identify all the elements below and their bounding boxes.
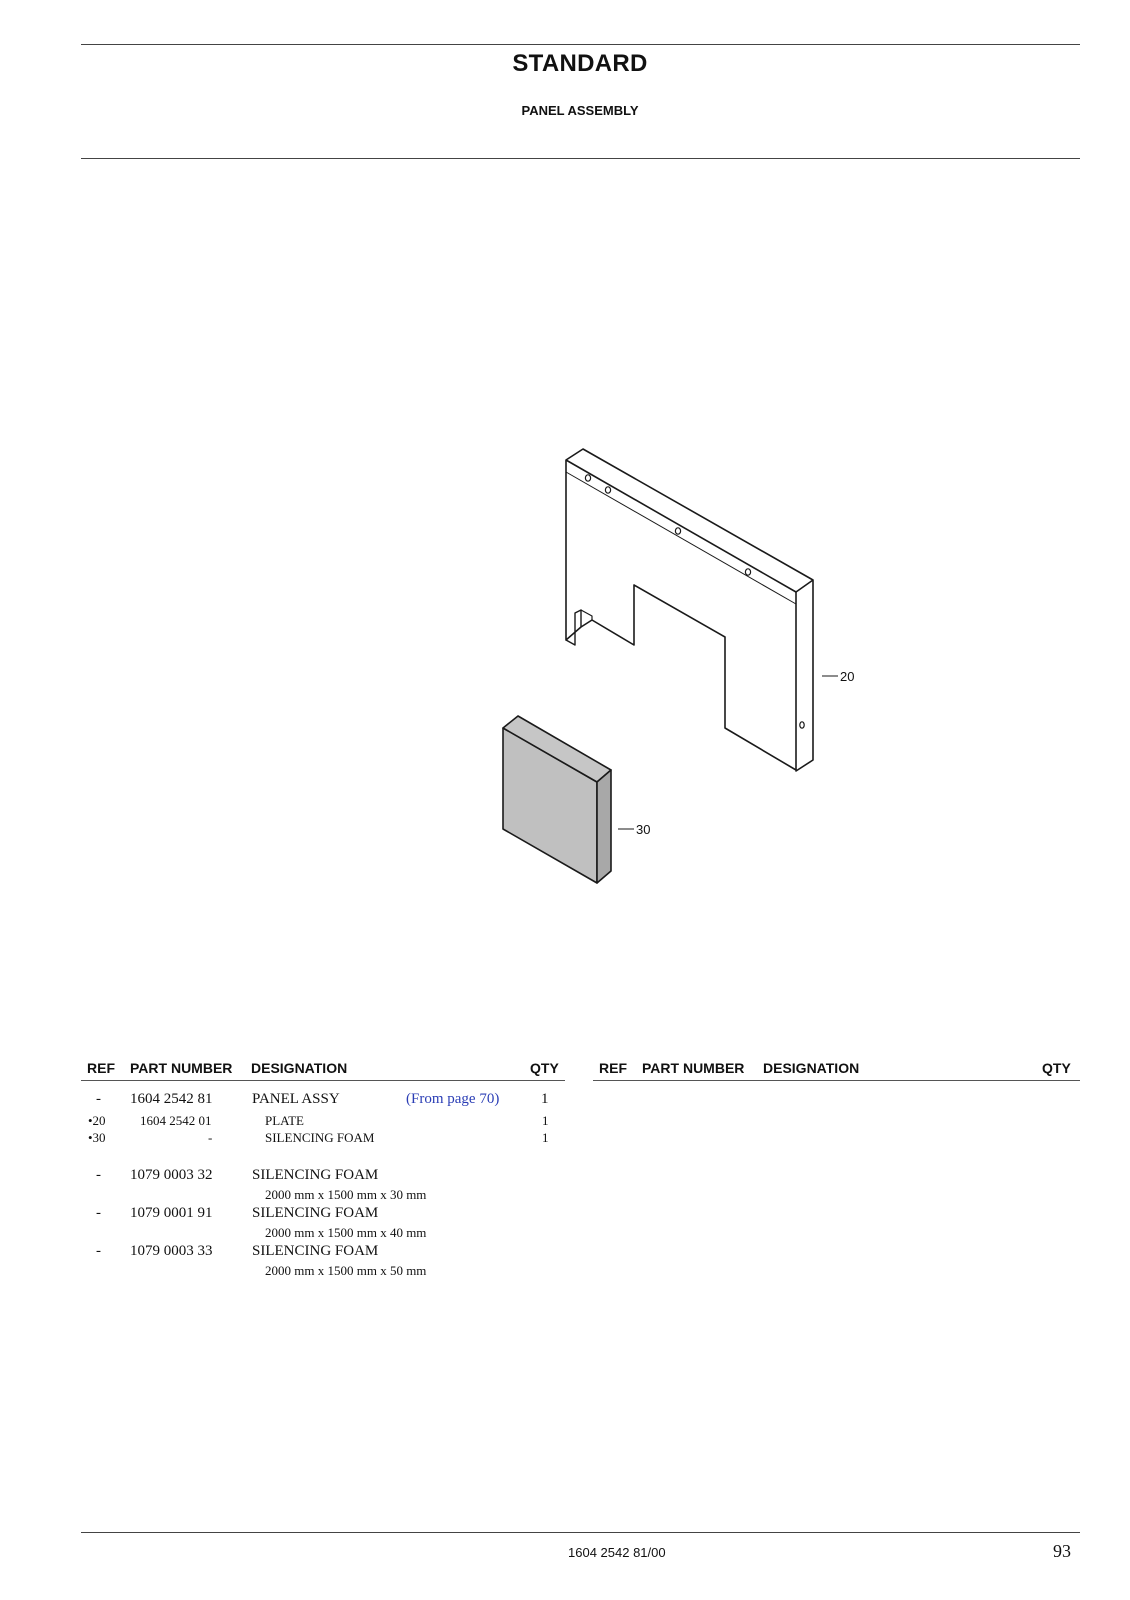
col-header-designation: DESIGNATION (251, 1060, 348, 1076)
row-qty: 1 (541, 1091, 549, 1107)
col-header-part-number: PART NUMBER (130, 1060, 233, 1076)
from-page-link[interactable]: (From page 70) (406, 1091, 500, 1107)
page-subtitle: PANEL ASSEMBLY (521, 103, 639, 118)
col-header-designation-right: DESIGNATION (763, 1060, 860, 1076)
plate-hole (605, 487, 610, 493)
row-dimensions: 2000 mm x 1500 mm x 40 mm (265, 1225, 427, 1240)
document-code: 1604 2542 81/00 (568, 1545, 666, 1560)
row-designation: PLATE (265, 1113, 304, 1128)
row-designation: SILENCING FOAM (265, 1130, 375, 1145)
row-part-number: 1604 2542 81 (130, 1091, 213, 1107)
plate-hole (800, 722, 804, 728)
row-ref: •20 (88, 1113, 106, 1128)
footer-rule (81, 1532, 1080, 1533)
row-part-number: 1604 2542 01 (140, 1113, 212, 1128)
row-dimensions: 2000 mm x 1500 mm x 30 mm (265, 1187, 427, 1202)
plate-hole (745, 569, 750, 575)
row-qty: 1 (542, 1113, 549, 1128)
row-designation: SILENCING FOAM (252, 1205, 379, 1221)
plate-notch (566, 610, 581, 645)
foam-side-face (597, 770, 611, 883)
col-header-part-number-right: PART NUMBER (642, 1060, 745, 1076)
plate-top-face-edge (566, 460, 796, 592)
row-designation: PANEL ASSY (252, 1091, 340, 1107)
col-header-ref: REF (87, 1060, 115, 1076)
table-header-rule-right (593, 1080, 1080, 1081)
row-ref: - (96, 1243, 101, 1259)
plate-mounting-rail (566, 472, 796, 604)
plate-notch-inner (581, 610, 592, 620)
row-ref: - (96, 1205, 101, 1221)
row-part-number: 1079 0003 33 (130, 1243, 213, 1259)
plate-front-edge (796, 580, 813, 592)
row-designation: SILENCING FOAM (252, 1167, 379, 1183)
plate-hole (675, 528, 680, 534)
col-header-ref-right: REF (599, 1060, 627, 1076)
page-title: STANDARD (512, 50, 648, 77)
callout-30: 30 (636, 822, 651, 837)
row-qty: 1 (542, 1130, 549, 1145)
row-part-number: 1079 0003 32 (130, 1167, 213, 1183)
row-ref: - (96, 1167, 101, 1183)
plate-outline (566, 449, 813, 771)
col-header-qty: QTY (530, 1060, 559, 1076)
row-designation: SILENCING FOAM (252, 1243, 379, 1259)
row-dimensions: 2000 mm x 1500 mm x 50 mm (265, 1263, 427, 1278)
row-part-number: - (208, 1130, 213, 1145)
row-ref: •30 (88, 1130, 106, 1145)
plate-hole (585, 475, 590, 481)
row-part-number: 1079 0001 91 (130, 1205, 213, 1221)
row-ref: - (96, 1091, 101, 1107)
col-header-qty-right: QTY (1042, 1060, 1071, 1076)
callout-20: 20 (840, 669, 855, 684)
table-header-rule (81, 1080, 565, 1081)
page-number: 93 (1053, 1541, 1071, 1561)
